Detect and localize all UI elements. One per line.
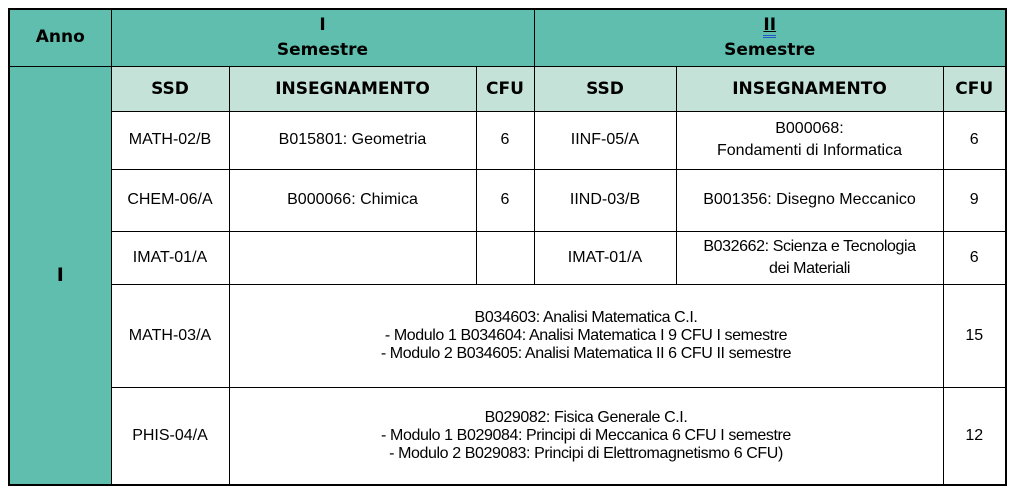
cfu-cell: 6 xyxy=(943,111,1006,169)
semester-2-label: Semestre xyxy=(724,40,816,61)
ssd-header-sem1: SSD xyxy=(111,66,229,111)
table-row xyxy=(9,284,1006,387)
course-line: Fondamenti di Informatica xyxy=(717,142,902,159)
ssd-cell: MATH-03/A xyxy=(111,284,229,387)
ssd-cell: CHEM-06/A xyxy=(111,169,229,231)
course-plan-table-wrapper xyxy=(8,8,1007,486)
cfu-cell: 12 xyxy=(943,387,1006,485)
ssd-cell: IMAT-01/A xyxy=(111,231,229,284)
insegnamento-header-sem2: INSEGNAMENTO xyxy=(676,66,943,111)
anno-header-cell xyxy=(9,9,111,66)
course-line: dei Materiali xyxy=(768,259,851,277)
cfu-cell xyxy=(476,231,534,284)
course-cell: B001356: Disegno Meccanico xyxy=(676,169,943,231)
course-line: B029082: Fisica Generale C.I. xyxy=(484,408,688,426)
cfu-header-sem1: CFU xyxy=(476,66,534,111)
table-row xyxy=(9,169,1006,231)
course-line: - Modulo 1 B034604: Analisi Matematica I 9 CFU I semestre xyxy=(384,326,788,344)
table-row xyxy=(9,387,1006,485)
ssd-cell: MATH-02/B xyxy=(111,111,229,169)
course-cell xyxy=(676,111,943,169)
course-plan-table xyxy=(8,8,1007,486)
insegnamento-header-sem1: INSEGNAMENTO xyxy=(229,66,476,111)
ssd-cell: IINF-05/A xyxy=(534,111,676,169)
cfu-cell: 6 xyxy=(943,231,1006,284)
cfu-header-sem2: CFU xyxy=(943,66,1006,111)
course-line: B032662: Scienza e Tecnologia xyxy=(703,237,916,255)
ssd-cell: IIND-03/B xyxy=(534,169,676,231)
year-cell xyxy=(9,66,111,485)
course-cell: B000066: Chimica xyxy=(229,169,476,231)
semester-1-header-cell xyxy=(111,9,534,66)
course-line: B000068: xyxy=(775,120,844,138)
anno-header-label: Anno xyxy=(35,27,85,48)
course-cell-spanning xyxy=(229,387,943,485)
course-line: - Modulo 2 B034605: Analisi Matematica II 6 CFU II semestre xyxy=(380,344,792,362)
semester-1-label: Semestre xyxy=(276,39,369,60)
course-cell xyxy=(229,231,476,284)
cfu-cell: 9 xyxy=(943,169,1006,231)
table-row xyxy=(9,231,1006,284)
year-label: I xyxy=(56,264,64,287)
course-line: B034603: Analisi Matematica C.I. xyxy=(474,308,698,326)
ssd-header-sem2: SSD xyxy=(534,66,676,111)
course-line: - Modulo 1 B029084: Principi di Meccanica 6 CFU I semestre xyxy=(381,426,791,444)
cfu-cell: 15 xyxy=(943,284,1006,387)
semester-2-header-cell xyxy=(534,9,1006,66)
course-cell-spanning xyxy=(229,284,943,387)
semester-1-numeral: I xyxy=(319,15,326,36)
course-cell: B015801: Geometria xyxy=(229,111,476,169)
header-row xyxy=(9,9,1006,66)
ssd-cell: PHIS-04/A xyxy=(111,387,229,485)
cfu-cell: 6 xyxy=(476,111,534,169)
subheader-row xyxy=(9,66,1006,111)
course-cell xyxy=(676,231,943,284)
semester-2-numeral: II xyxy=(763,16,776,39)
course-line: - Modulo 2 B029083: Principi di Elettromagnetismo 6 CFU) xyxy=(389,444,783,462)
cfu-cell: 6 xyxy=(476,169,534,231)
table-row xyxy=(9,111,1006,169)
ssd-cell: IMAT-01/A xyxy=(534,231,676,284)
